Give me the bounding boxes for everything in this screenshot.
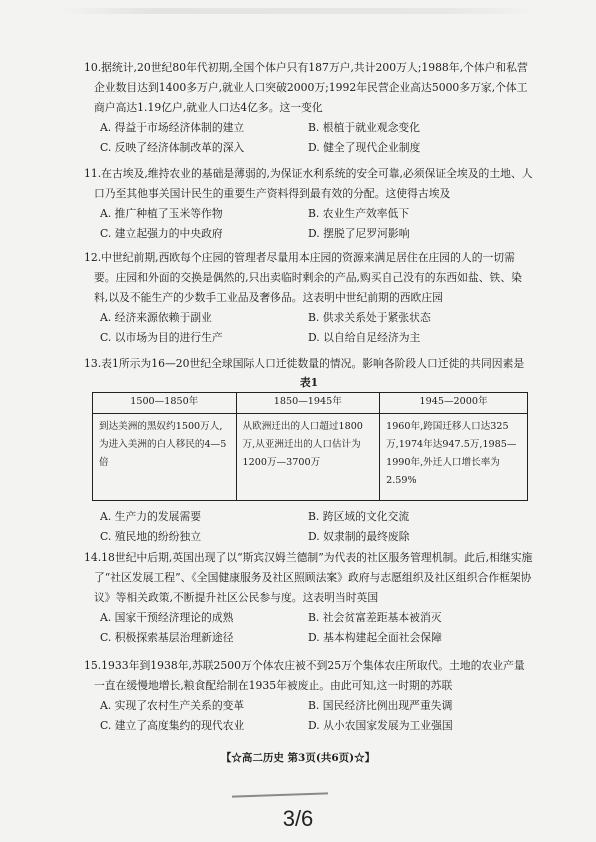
q14-option-a: A. 国家干预经济理论的成熟 — [100, 611, 234, 624]
q11-option-a: A. 推广种植了玉米等作物 — [100, 207, 223, 220]
q12-option-d: D. 以自给自足经济为主 — [308, 331, 421, 344]
q11-option-d: D. 摆脱了尼罗河影响 — [308, 227, 410, 240]
q14-option-c: C. 积极探索基层治理新途径 — [100, 631, 234, 644]
table-header: 1850—1945年 — [236, 393, 380, 414]
q14-option-d: D. 基本构建起全面社会保障 — [308, 631, 442, 644]
q10-option-b: B. 根植于就业观念变化 — [308, 121, 420, 134]
question-11-options-row2 — [84, 224, 534, 244]
pencil-mark — [232, 792, 328, 797]
question-12 — [84, 248, 534, 348]
table-header-row — [93, 393, 528, 414]
question-12-stem: 12.中世纪前期,西欧每个庄园的管理者尽量用本庄园的资源来满足居住在庄园的人的一切需要。庄园和外面的交换是偶然的,只出卖临时剩余的产品,购买自己没有的东西如盐、铁、染料,以及不能生产的少数手工业品及奢侈品。这表明中世纪前期的西欧庄园 — [84, 251, 522, 304]
q14-option-b: B. 社会贫富差距基本被消灭 — [308, 611, 442, 624]
q15-option-a: A. 实现了农村生产关系的变革 — [100, 699, 245, 712]
question-10-stem: 10.据统计,20世纪80年代初期,全国个体户只有187万户,共计200万人;1988年,个体户和私营企业数目达到1400多万户,就业人口突破2000万;1992年民营企业高达5000多万家,个体工商户高达1.19亿户,就业人口达4亿多。这一变化 — [84, 61, 528, 114]
page-number: 3/6 — [282, 806, 314, 831]
question-15-stem: 15.1933年到1938年,苏联2500万个体农庄被不到25万个集体农庄所取代。土地的农业产量一直在缓慢地增长,粮食配给制在1935年被废止。由此可知,这一时期的苏联 — [84, 659, 525, 692]
question-15-options-row2 — [84, 716, 534, 736]
question-12-options-row1 — [84, 308, 534, 328]
table-cell: 1960年,跨国迁移人口达325万,1974年达947.5万,1985—1990年,外迁人口增长率为2.59% — [380, 414, 528, 501]
scan-smudge — [60, 8, 540, 14]
table-header: 1945—2000年 — [380, 393, 528, 414]
q11-option-c: C. 建立起强力的中央政府 — [100, 227, 223, 240]
table-header: 1500—1850年 — [93, 393, 237, 414]
question-13-stem: 13.表1所示为16—20世纪全球国际人口迁徙数量的情况。影响各阶段人口迁徙的共同因素是 — [84, 357, 525, 370]
q10-option-c: C. 反映了经济体制改革的深入 — [100, 141, 245, 154]
q13-option-d: D. 奴隶制的最终废除 — [308, 530, 410, 543]
q15-option-c: C. 建立了高度集约的现代农业 — [100, 719, 245, 732]
question-10 — [84, 58, 534, 158]
q13-option-c: C. 殖民地的纷纷独立 — [100, 530, 202, 543]
q10-option-a: A. 得益于市场经济体制的建立 — [100, 121, 245, 134]
question-11-options-row1 — [84, 204, 534, 224]
question-13-options-row1 — [84, 507, 534, 527]
question-12-options-row2 — [84, 328, 534, 348]
q10-option-d: D. 健全了现代企业制度 — [308, 141, 421, 154]
table-cell: 从欧洲迁出的人口超过1800万,从亚洲迁出的人口估计为1200万—3700万 — [236, 414, 380, 501]
table-row — [93, 414, 528, 501]
question-11 — [84, 164, 534, 244]
q15-option-b: B. 国民经济比例出现严重失调 — [308, 699, 453, 712]
question-15-options-row1 — [84, 696, 534, 716]
table-caption: 表1 — [299, 376, 319, 389]
page-footer: 【☆高二历史 第3页(共6页)☆】 — [220, 752, 376, 764]
q15-option-d: D. 从小农国家发展为工业强国 — [308, 719, 453, 732]
migration-table — [92, 392, 528, 501]
q11-option-b: B. 农业生产效率低下 — [308, 207, 410, 220]
question-14-options-row1 — [84, 608, 534, 628]
question-10-options-row1 — [84, 118, 534, 138]
q12-option-b: B. 供求关系处于紧张状态 — [308, 311, 431, 324]
question-10-options-row2 — [84, 138, 534, 158]
q13-option-a: A. 生产力的发展需要 — [100, 510, 202, 523]
q12-option-c: C. 以市场为目的进行生产 — [100, 331, 223, 344]
question-15 — [84, 656, 534, 736]
question-13-options-row2 — [84, 527, 534, 547]
question-14-options-row2 — [84, 628, 534, 648]
question-14 — [84, 548, 534, 648]
q12-option-a: A. 经济来源依赖于副业 — [100, 311, 212, 324]
question-14-stem: 14.18世纪中后期,英国出现了以“斯宾汉姆兰德制”为代表的社区服务管理机制。此后,相继实施了“社区发展工程”、《全国健康服务及社区照顾法案》政府与志愿组织及社区组织合作框架协议》等相关政策,不断提升社区公民参与度。这表明当时英国 — [84, 551, 533, 604]
table-cell: 到达美洲的黑奴约1500万人,为进入美洲的白人移民的4—5倍 — [93, 414, 237, 501]
q13-option-b: B. 跨区域的文化交流 — [308, 510, 410, 523]
question-13 — [84, 354, 534, 547]
question-11-stem: 11.在古埃及,维持农业的基础是薄弱的,为保证水利系统的安全可靠,必须保证全埃及的土地、人口乃至其他事关国计民生的重要生产资料得到最有效的分配。这使得古埃及 — [84, 167, 533, 200]
